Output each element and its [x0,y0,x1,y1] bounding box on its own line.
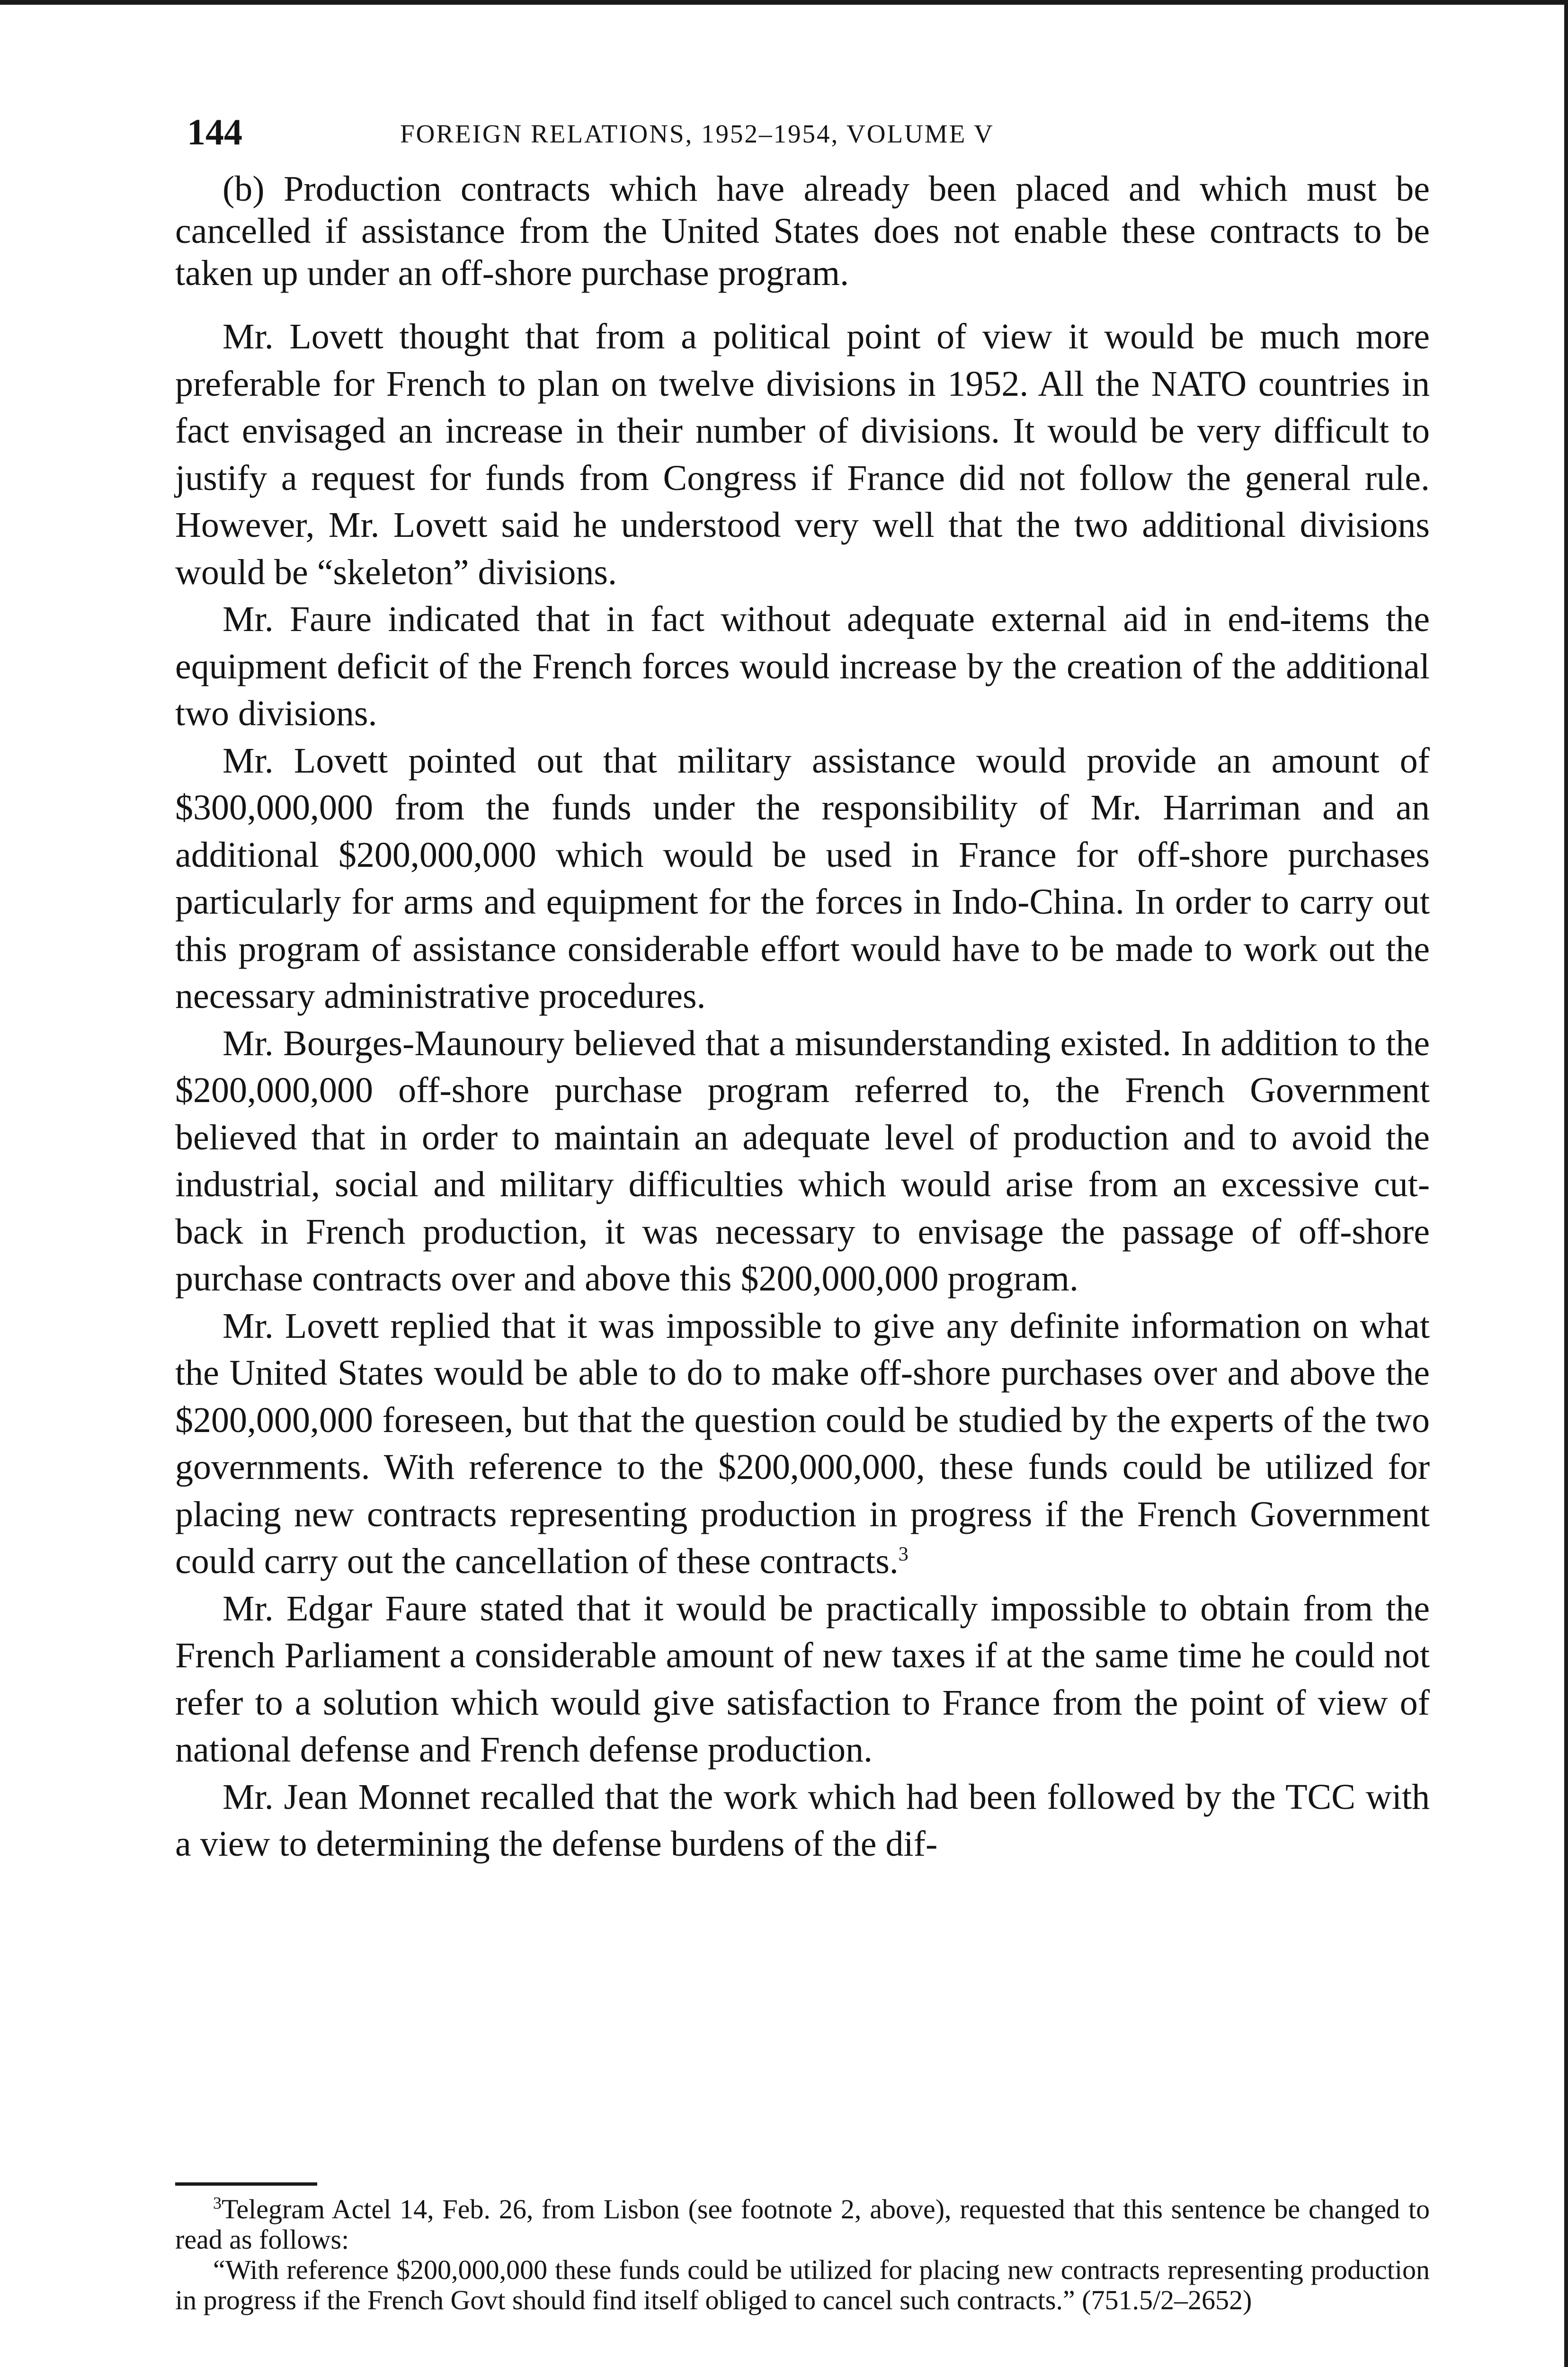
footnote-marker: 3 [213,2193,222,2213]
paragraph-list-item-b: (b) Production contracts which have already been placed and which must be cancelled if assistance from the United States does not enable these contracts to be taken up under an off-shore purchase program. [175,169,1430,293]
page-header [175,102,1430,168]
footnote-3 [175,2194,1430,2255]
footnote-3-text: Telegram Actel 14, Feb. 26, from Lisbon (see footnote 2, above), requested that this sentence be changed to read as follows: [175,2194,1430,2255]
paragraph-edgar-faure: Mr. Edgar Faure stated that it would be practically impossible to obtain from the French Parliament a considerable amount of new taxes if at the same time he could not refer to a solution which would give satisfaction to France from the point of view of national defense and French defense production. [175,1588,1430,1770]
paragraph-lovett-reply-text: Mr. Lovett replied that it was impossible to give any definite information on what the United States would be able to do to make off-shore purchases over and above the $200,000,000 foreseen, but that the question could be studied by the experts of the two governments. With reference to the $200,000,000, these funds could be utilized for placing new contracts representing production in progress if the French Government could carry out the cancellation of these contracts. [175,1306,1430,1581]
scan-edge-right [1564,0,1568,2367]
paragraph-lovett-reply [175,1303,1430,1585]
footnotes [175,2182,1430,2315]
scan-edge-top [0,0,1568,5]
document-page [175,102,1430,2315]
paragraph-lovett-military-assistance: Mr. Lovett pointed out that military assistance would provide an amount of $300,000,000 from the funds under the responsibility of Mr. Harriman and an additional $200,000,000 which would be used in France for off-shore purchases particularly for arms and equipment for the forces in Indo-China. In order to carry out this program of assistance considerable effort would have to be made to work out the necessary administrative procedures. [175,740,1430,1016]
footnote-rule [175,2182,317,2186]
running-head: FOREIGN RELATIONS, 1952–1954, VOLUME V [400,119,994,148]
page-number: 144 [187,111,242,152]
body-text [175,168,1430,1868]
paragraph-faure-equipment-deficit: Mr. Faure indicated that in fact without adequate external aid in end-items the equipment deficit of the French forces would increase by the creation of the additional two divisions. [175,599,1430,733]
footnote-reference: 3 [898,1543,909,1566]
paragraph-bourges-maunoury: Mr. Bourges-Maunoury believed that a misunderstanding existed. In addition to the $200,000,000 off-shore purchase program referred to, the French Government believed that in order to maintain an adequate level of production and to avoid the industrial, social and military difficulties which would arise from an excessive cut-back in French production, it was necessary to envisage the passage of off-shore purchase contracts over and above this $200,000,000 program. [175,1023,1430,1299]
paragraph-lovett-twelve-divisions: Mr. Lovett thought that from a political point of view it would be much more preferable for French to plan on twelve divisions in 1952. All the NATO countries in fact envisaged an increase in their number of divisions. It would be very difficult to justify a request for funds from Congress if France did not follow the general rule. However, Mr. Lovett said he understood very well that the two additional divisions would be “skeleton” divisions. [175,317,1430,592]
footnote-3-quote: “With reference $200,000,000 these funds could be utilized for placing new contracts representing production in progress if the French Govt should find itself obliged to cancel such contracts.” (751.5/2–2652) [175,2254,1430,2315]
paragraph-jean-monnet: Mr. Jean Monnet recalled that the work which had been followed by the TCC with a view to determining the defense burdens of the dif- [175,1777,1430,1864]
